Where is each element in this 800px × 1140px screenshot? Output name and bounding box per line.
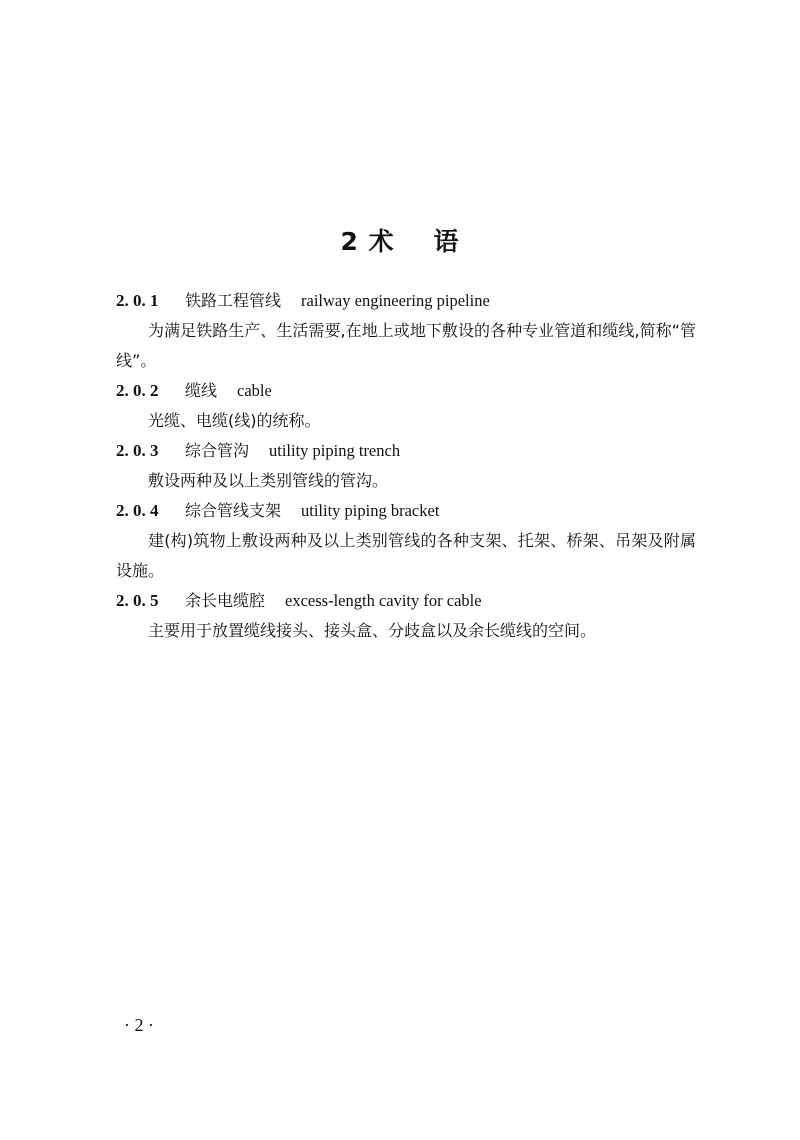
term-number: 2. 0. 3 [116,441,159,460]
term-english: utility piping bracket [301,501,440,520]
term-number: 2. 0. 2 [116,381,159,400]
term-definition: 主要用于放置缆线接头、接头盒、分歧盒以及余长缆线的空间。 [148,621,597,640]
term-heading [116,376,696,406]
term-english: cable [237,381,272,400]
term-definition: 光缆、电缆(线)的统称。 [148,411,321,430]
term-chinese: 综合管沟 [185,441,250,460]
term-number: 2. 0. 4 [116,501,159,520]
term-definition: 建(构)筑物上敷设两种及以上类别管线的各种支架、托架、桥架、吊架及附属设施。 [116,531,696,580]
term-number: 2. 0. 5 [116,591,159,610]
term-english: railway engineering pipeline [301,291,490,310]
term-entry [116,496,696,586]
terms-section [116,286,696,646]
term-heading [116,586,696,616]
term-heading [116,496,696,526]
term-heading [116,286,696,316]
page-number: · 2 · [124,1015,154,1035]
term-entry [116,586,696,646]
term-chinese: 缆线 [185,381,218,400]
term-heading [116,436,696,466]
term-definition: 为满足铁路生产、生活需要,在地上或地下敷设的各种专业管道和缆线,简称“管线”。 [116,321,696,370]
term-entry [116,286,696,376]
term-chinese: 铁路工程管线 [185,291,282,310]
term-number: 2. 0. 1 [116,291,159,310]
chapter-title: 2 术 语 [340,227,460,256]
term-entry [116,436,696,496]
term-entry [116,376,696,436]
term-english: excess-length cavity for cable [285,591,482,610]
term-definition: 敷设两种及以上类别管线的管沟。 [148,471,389,490]
term-english: utility piping trench [269,441,401,460]
term-chinese: 余长电缆腔 [185,591,266,610]
term-chinese: 综合管线支架 [185,501,282,520]
